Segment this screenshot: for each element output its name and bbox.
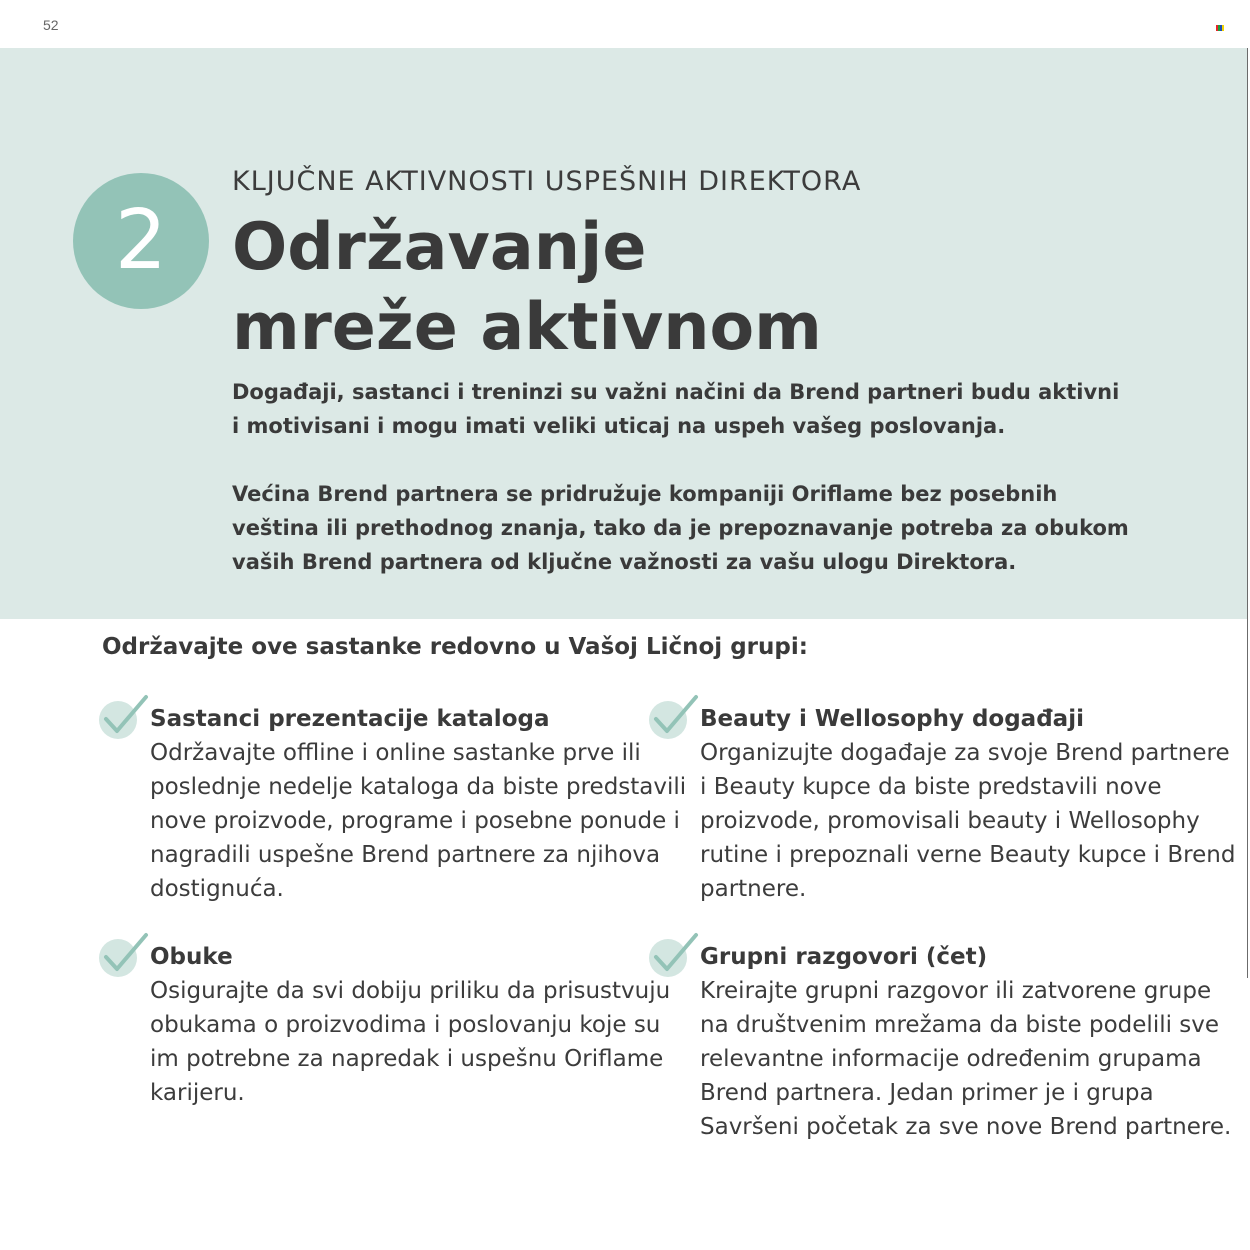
meeting-item-group-chats <box>700 940 1240 1144</box>
meeting-title: Grupni razgovori (čet) <box>700 944 988 970</box>
title-line-1: Održavanje <box>232 210 647 285</box>
page-number: 52 <box>43 17 59 33</box>
meeting-description: Održavajte offline i online sastanke prve ili poslednje nedelje kataloga da biste predstavili nove proizvode, programe i posebne ponude i nagradili uspešne Brend partnere za njihova dostignuća. <box>150 740 687 902</box>
meeting-description: Organizujte događaje za svoje Brend partnere i Beauty kupce da biste predstavili nove proizvode, promovisali beauty i Wellosophy rutine i prepoznali verne Beauty kupce i Brend partnere. <box>700 740 1236 902</box>
meeting-item-catalog <box>150 702 690 906</box>
checkmark-icon <box>98 692 150 740</box>
page-title <box>232 208 822 368</box>
step-number-badge: 2 <box>73 173 209 309</box>
intro-paragraph-2: Većina Brend partnera se pridružuje kompaniji Oriflame bez posebnih veština ili prethodnog znanja, tako da je prepoznavanje potreba za obukom vaših Brend partnera od ključne važnosti za vašu ulogu Direktora. <box>232 482 1129 574</box>
meeting-title: Sastanci prezentacije kataloga <box>150 706 550 732</box>
checkmark-icon <box>648 930 700 978</box>
section-kicker: KLJUČNE AKTIVNOSTI USPEŠNIH DIREKTORA <box>232 166 862 197</box>
intro-paragraph-1: Događaji, sastanci i treninzi su važni načini da Brend partneri budu aktivni i motivisani i mogu imati veliki uticaj na uspeh vašeg poslovanja. <box>232 380 1120 438</box>
meeting-item-beauty-events <box>700 702 1240 906</box>
meeting-title: Obuke <box>150 944 233 970</box>
meeting-description: Kreirajte grupni razgovor ili zatvorene grupe na društvenim mrežama da biste podelili sve relevantne informacije određenim grupama Brend partnera. Jedan primer je i grupa Savršeni početak za sve nove Brend partnere. <box>700 978 1232 1140</box>
title-line-2: mreže aktivnom <box>232 290 822 365</box>
meeting-item-trainings <box>150 940 690 1110</box>
checkmark-icon <box>648 692 700 740</box>
meeting-description: Osigurajte da svi dobiju priliku da prisustvuju obukama o proizvodima i poslovanju koje su im potrebne za napredak i uspešnu Oriflame karijeru. <box>150 978 671 1106</box>
meeting-title: Beauty i Wellosophy događaji <box>700 706 1084 732</box>
page-edge-line <box>1247 48 1248 978</box>
print-color-mark <box>1216 25 1224 31</box>
checkmark-icon <box>98 930 150 978</box>
meetings-heading: Održavajte ove sastanke redovno u Vašoj Ličnoj grupi: <box>102 634 808 660</box>
